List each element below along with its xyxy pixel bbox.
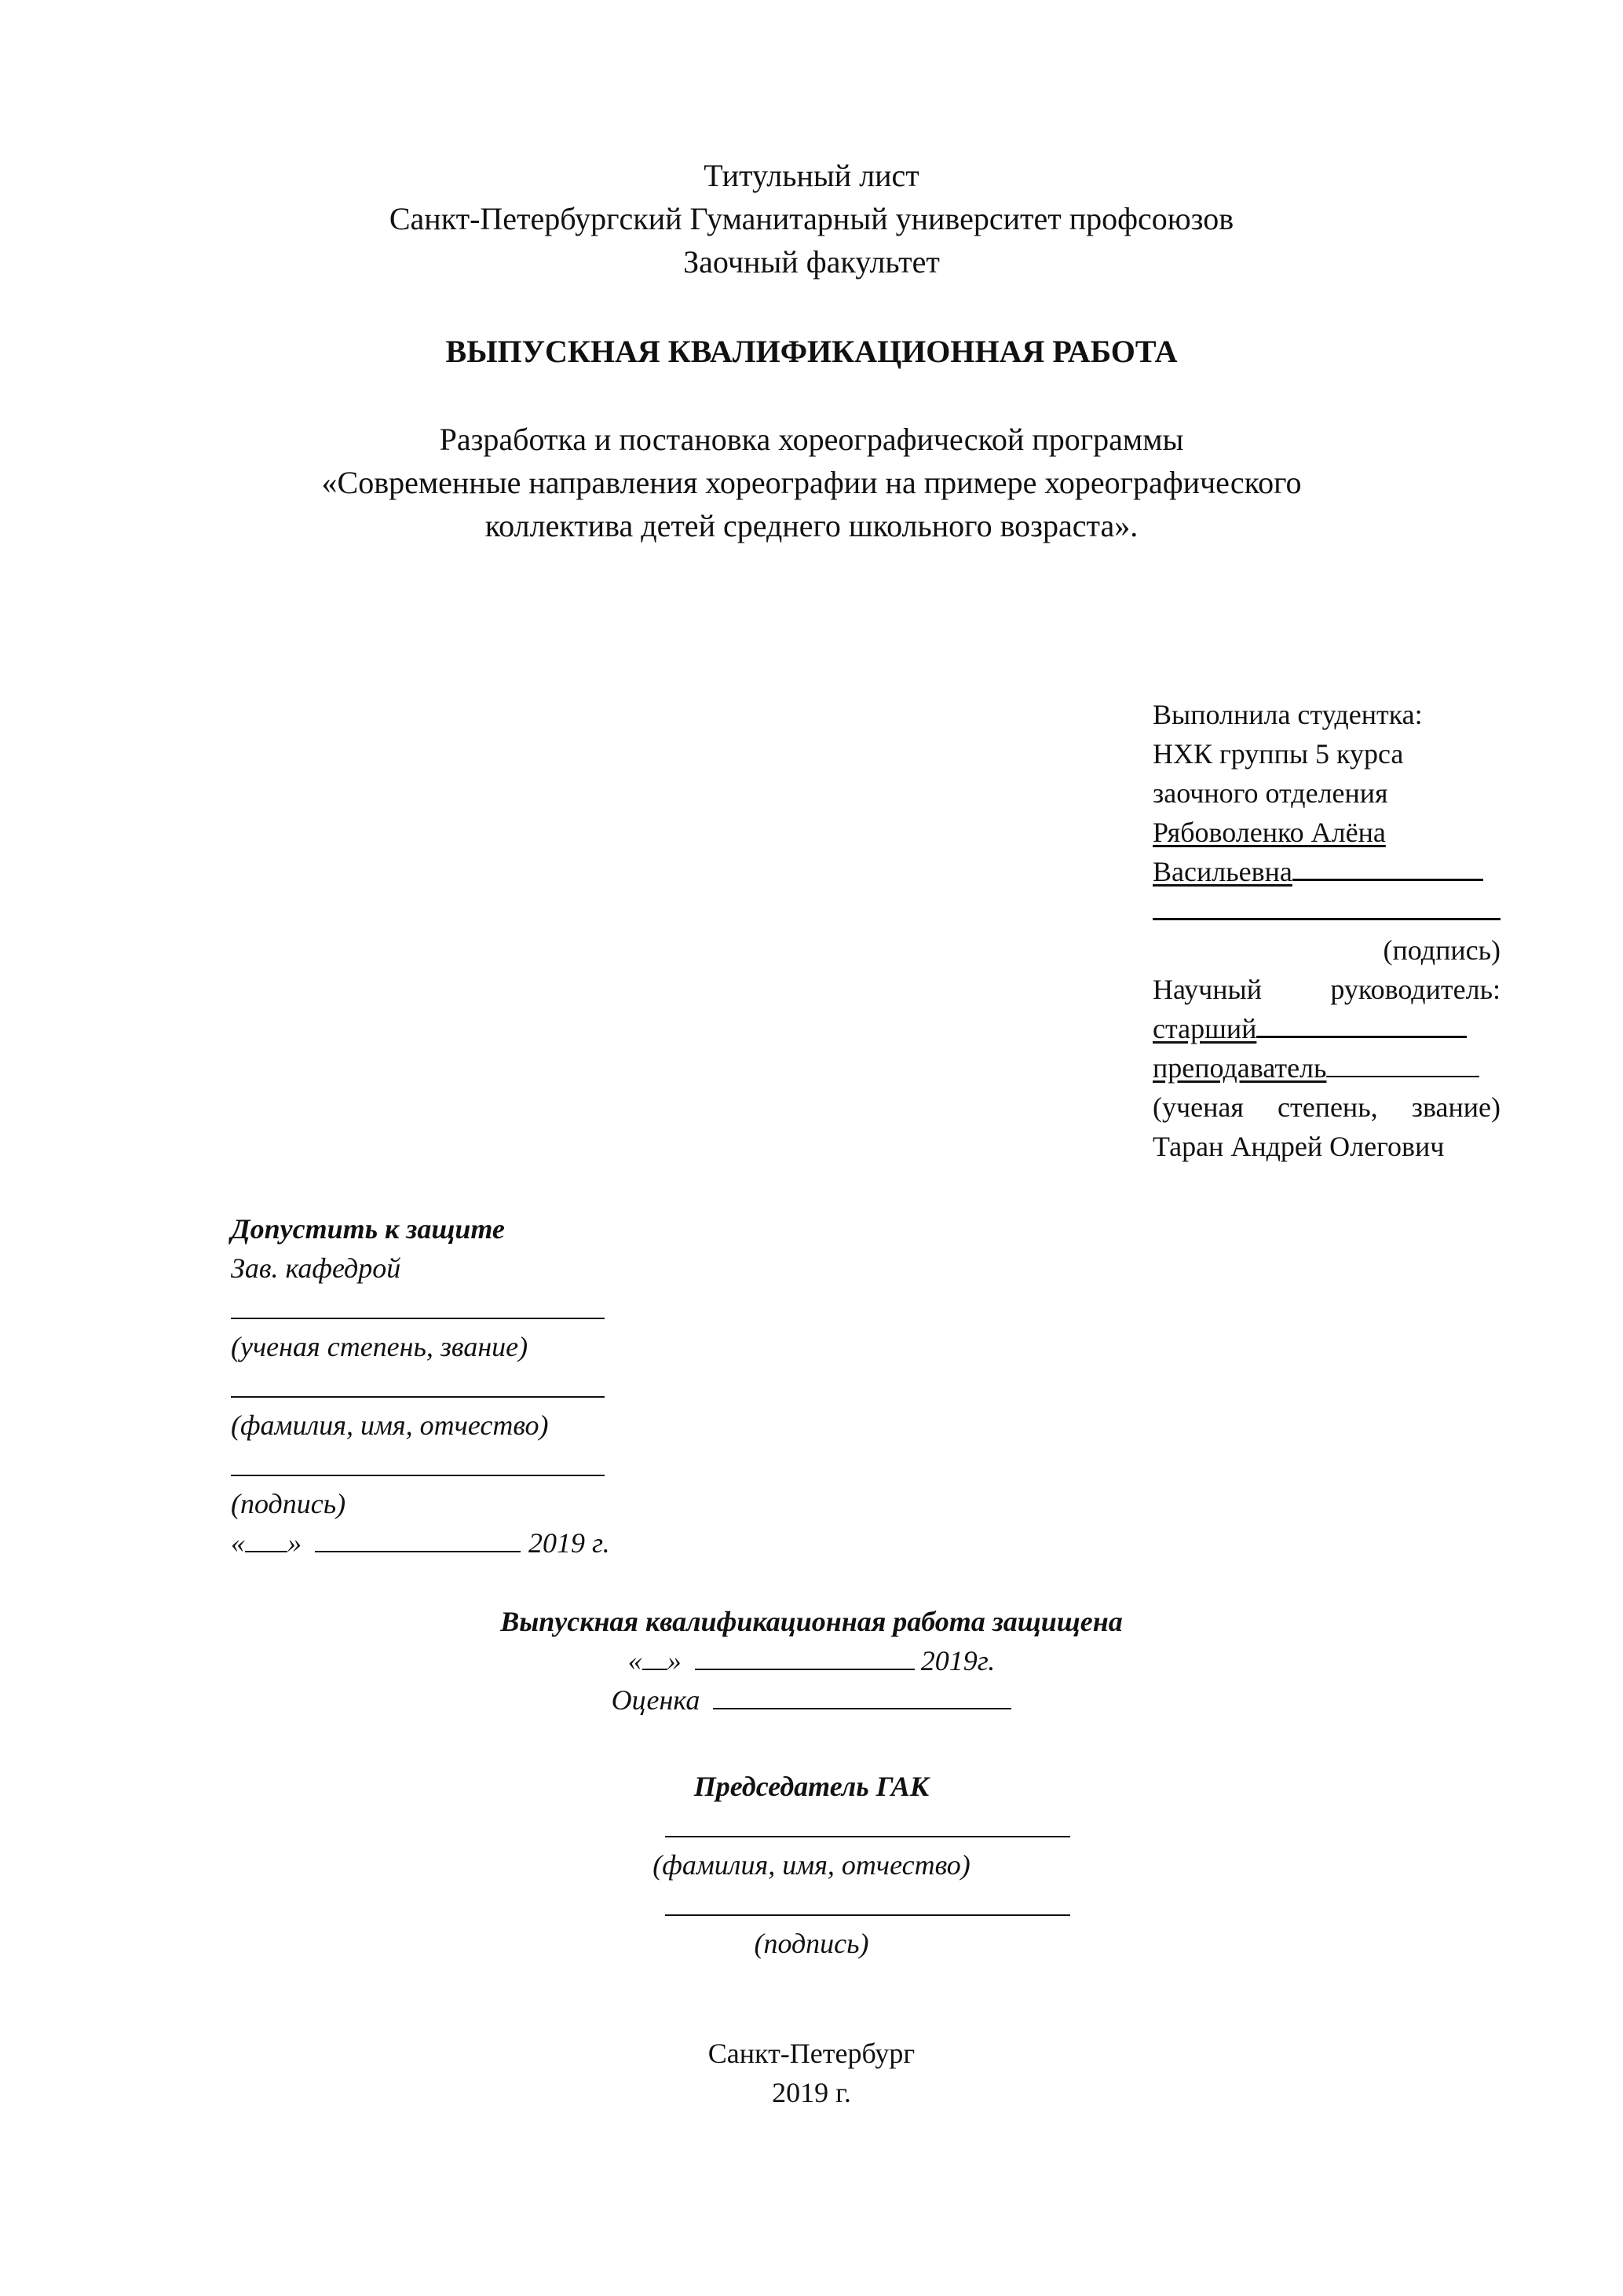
- city: Санкт-Петербург: [707, 2038, 916, 2069]
- degree-caption: (ученая степень, звание): [231, 1331, 528, 1362]
- chair-fio-blank-row: [0, 1806, 1623, 1845]
- signature-blank-row: [231, 1445, 702, 1484]
- fio-blank-row: [231, 1366, 702, 1406]
- signature-caption-row: [1153, 930, 1501, 970]
- position-line-2: преподаватель: [1153, 1052, 1327, 1084]
- page-title: Титульный лист: [704, 158, 919, 193]
- admission-date-row: [231, 1523, 702, 1563]
- student-name-line-2: Васильевна: [1153, 856, 1292, 887]
- student-department: заочного отделения: [1153, 777, 1388, 809]
- chair-title: Председатель ГАК: [693, 1771, 930, 1802]
- defended-title: Выпускная квалификационная работа защищена: [500, 1606, 1123, 1637]
- position-blank-2: [1326, 1052, 1479, 1077]
- signature-blank: [1292, 855, 1483, 881]
- student-info-block: [1153, 695, 1501, 1166]
- signature-line: [1153, 894, 1501, 920]
- student-name-row-2: [1153, 852, 1501, 891]
- defended-date-row: [0, 1641, 1623, 1680]
- degree-blank-row: [231, 1288, 702, 1327]
- work-type-heading: [0, 330, 1623, 373]
- topic-line-2: «Современные направления хореографии на примере хореографического: [321, 465, 1302, 500]
- student-name-line-1: Рябоволенко Алёна: [1153, 817, 1386, 848]
- signature-line-row: [1153, 891, 1501, 930]
- department-head: Зав. кафедрой: [231, 1252, 401, 1284]
- defended-year: 2019г.: [920, 1645, 996, 1676]
- degree-blank-line: [231, 1318, 605, 1319]
- day-blank: [245, 1527, 287, 1552]
- page-footer: [0, 2034, 1623, 2112]
- work-type: ВЫПУСКНАЯ КВАЛИФИКАЦИОННАЯ РАБОТА: [445, 334, 1178, 369]
- student-label: Выполнила студентка:: [1153, 699, 1423, 730]
- degree-word-2: степень,: [1278, 1091, 1378, 1123]
- chair-signature-line: [665, 1914, 1070, 1916]
- supervisor-name: Таран Андрей Олегович: [1153, 1131, 1445, 1162]
- date-open-quote: «: [231, 1527, 245, 1559]
- chair-signature-blank-row: [0, 1885, 1623, 1924]
- year: 2019 г.: [772, 2077, 851, 2108]
- fio-caption: (фамилия, имя, отчество): [231, 1409, 549, 1441]
- defended-month-blank: [695, 1645, 915, 1670]
- position-row-1: [1153, 1009, 1501, 1048]
- page-header: [0, 154, 1623, 283]
- chair-fio-line: [665, 1836, 1070, 1837]
- position-blank-1: [1256, 1012, 1467, 1038]
- student-group: НХК группы 5 курса: [1153, 738, 1404, 770]
- topic-line-3: коллектива детей среднего школьного возраста».: [484, 508, 1139, 543]
- defended-day-blank: [642, 1645, 667, 1670]
- grade-blank: [713, 1684, 1011, 1709]
- chair-signature-caption: (подпись): [754, 1928, 869, 1959]
- signature-blank-line: [231, 1475, 605, 1476]
- supervisor-word-1: Научный: [1153, 974, 1262, 1005]
- admission-block: [231, 1209, 702, 1563]
- defended-close-quote: »: [667, 1645, 682, 1676]
- fio-blank-line: [231, 1396, 605, 1398]
- admission-signature-caption: (подпись): [231, 1488, 346, 1519]
- position-line-1: старший: [1153, 1013, 1257, 1044]
- degree-word-3: звание): [1411, 1091, 1501, 1123]
- degree-word-1: (ученая: [1153, 1091, 1244, 1123]
- month-blank: [315, 1527, 521, 1552]
- degree-caption-row: [1153, 1088, 1501, 1127]
- position-row-2: [1153, 1048, 1501, 1088]
- chair-block: [0, 1767, 1623, 1963]
- signature-caption: (подпись): [1383, 934, 1501, 966]
- faculty-name: Заочный факультет: [683, 244, 940, 280]
- date-close-quote: »: [287, 1527, 302, 1559]
- supervisor-label-row: [1153, 970, 1501, 1009]
- student-name-row-1: [1153, 813, 1501, 852]
- grade-label: Оценка: [611, 1684, 700, 1716]
- university-name: Санкт-Петербургский Гуманитарный университет профсоюзов: [389, 201, 1234, 236]
- admission-year: 2019 г.: [528, 1527, 610, 1559]
- supervisor-word-2: руководитель:: [1330, 974, 1501, 1005]
- defended-block: [0, 1602, 1623, 1720]
- admission-title: Допустить к защите: [231, 1213, 505, 1245]
- grade-row: [0, 1680, 1623, 1720]
- chair-fio-caption: (фамилия, имя, отчество): [652, 1849, 971, 1881]
- defended-open-quote: «: [627, 1645, 642, 1676]
- topic-block: [0, 418, 1623, 547]
- topic-line-1: Разработка и постановка хореографической программы: [439, 422, 1184, 457]
